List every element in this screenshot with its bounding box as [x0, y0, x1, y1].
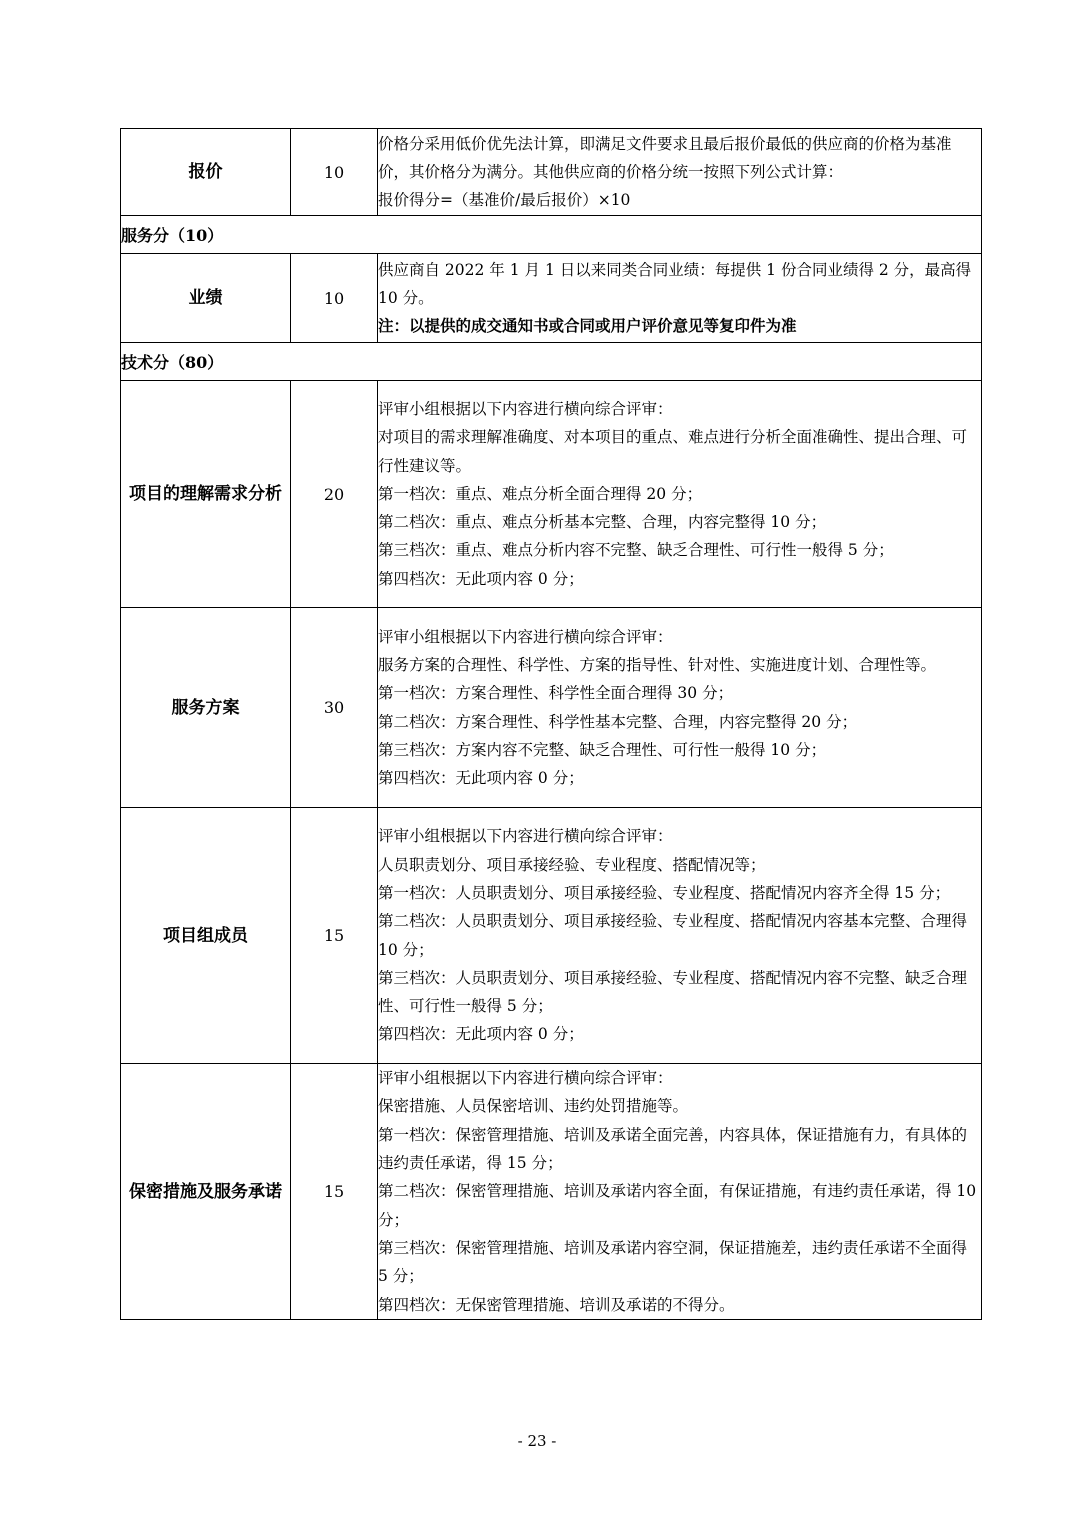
criteria-line: 第一档次：方案合理性、科学性全面合理得 30 分； — [378, 684, 734, 703]
table-row — [121, 129, 982, 216]
criteria-line: 第二档次：人员职责划分、项目承接经验、专业程度、搭配情况内容基本完整、合理得 10 分； — [378, 912, 968, 959]
table-row — [121, 381, 982, 608]
criteria-line: 报价得分=（基准价/最后报价）×10 — [378, 191, 631, 210]
scoring-table — [120, 128, 982, 1320]
section-header-row — [121, 343, 982, 381]
criteria-line: 第三档次：人员职责划分、项目承接经验、专业程度、搭配情况内容不完整、缺乏合理性、可行性一般得 5 分； — [378, 968, 968, 1016]
criteria-line: 评审小组根据以下内容进行横向综合评审： — [378, 1069, 673, 1088]
section-label: 技术分（80） — [121, 343, 982, 381]
criteria-line: 第一档次：保密管理措施、培训及承诺全面完善，内容具体，保证措施有力，有具体的违约责任承诺，得 15 分； — [378, 1125, 968, 1173]
item-name: 保密措施及服务承诺 — [121, 1064, 291, 1320]
item-name: 服务方案 — [121, 608, 291, 808]
criteria-line: 第四档次：无此项内容 0 分； — [378, 769, 584, 788]
item-criteria — [378, 808, 982, 1064]
section-header-row — [121, 216, 982, 254]
criteria-line: 供应商自 2022 年 1 月 1 日以来同类合同业绩：每提供 1 份合同业绩得 2 分，最高得 10 分。 — [378, 260, 972, 307]
section-label: 服务分（10） — [121, 216, 982, 254]
item-score: 30 — [291, 608, 378, 808]
criteria-line: 服务方案的合理性、科学性、方案的指导性、针对性、实施进度计划、合理性等。 — [378, 655, 937, 674]
criteria-line: 第四档次：无此项内容 0 分； — [378, 1025, 584, 1044]
criteria-line: 第三档次：保密管理措施、培训及承诺内容空洞，保证措施差，违约责任承诺不全面得 5 分； — [378, 1238, 968, 1286]
criteria-line: 人员职责划分、项目承接经验、专业程度、搭配情况等； — [378, 855, 766, 874]
table-row — [121, 1064, 982, 1320]
criteria-line: 评审小组根据以下内容进行横向综合评审： — [378, 399, 673, 418]
item-criteria — [378, 129, 982, 216]
item-score: 15 — [291, 808, 378, 1064]
criteria-line: 第二档次：重点、难点分析基本完整、合理，内容完整得 10 分； — [378, 513, 827, 532]
item-name: 报价 — [121, 129, 291, 216]
item-criteria — [378, 381, 982, 608]
criteria-note: 注：以提供的成交通知书或合同或用户评价意见等复印件为准 — [378, 316, 797, 336]
item-criteria — [378, 1064, 982, 1320]
criteria-line: 保密措施、人员保密培训、违约处罚措施等。 — [378, 1097, 689, 1116]
criteria-line: 对项目的需求理解准确度、对本项目的重点、难点进行分析全面准确性、提出合理、可行性建议等。 — [378, 428, 968, 475]
table-row — [121, 254, 982, 343]
criteria-line: 第三档次：重点、难点分析内容不完整、缺乏合理性、可行性一般得 5 分； — [378, 541, 894, 560]
criteria-line: 评审小组根据以下内容进行横向综合评审： — [378, 627, 673, 646]
table-row — [121, 608, 982, 808]
criteria-line: 第四档次：无保密管理措施、培训及承诺的不得分。 — [378, 1295, 735, 1314]
item-score: 20 — [291, 381, 378, 608]
table-row — [121, 808, 982, 1064]
item-name: 项目组成员 — [121, 808, 291, 1064]
criteria-line: 第一档次：重点、难点分析全面合理得 20 分； — [378, 484, 703, 503]
page-number: - 23 - — [517, 1432, 557, 1450]
criteria-line: 第二档次：保密管理措施、培训及承诺内容全面，有保证措施，有违约责任承诺，得 10 分； — [378, 1182, 977, 1229]
item-score: 15 — [291, 1064, 378, 1320]
criteria-line: 第四档次：无此项内容 0 分； — [378, 569, 584, 588]
item-name: 业绩 — [121, 254, 291, 343]
item-criteria — [378, 608, 982, 808]
criteria-line: 第三档次：方案内容不完整、缺乏合理性、可行性一般得 10 分； — [378, 740, 827, 759]
criteria-line: 价格分采用低价优先法计算，即满足文件要求且最后报价最低的供应商的价格为基准价，其价格分为满分。其他供应商的价格分统一按照下列公式计算： — [378, 134, 952, 181]
criteria-line: 第二档次：方案合理性、科学性基本完整、合理，内容完整得 20 分； — [378, 712, 858, 731]
criteria-line: 评审小组根据以下内容进行横向综合评审： — [378, 827, 673, 846]
item-criteria — [378, 254, 982, 343]
item-name: 项目的理解需求分析 — [121, 381, 291, 608]
item-score: 10 — [291, 129, 378, 216]
criteria-line: 第一档次：人员职责划分、项目承接经验、专业程度、搭配情况内容齐全得 15 分； — [378, 883, 951, 902]
item-score: 10 — [291, 254, 378, 343]
